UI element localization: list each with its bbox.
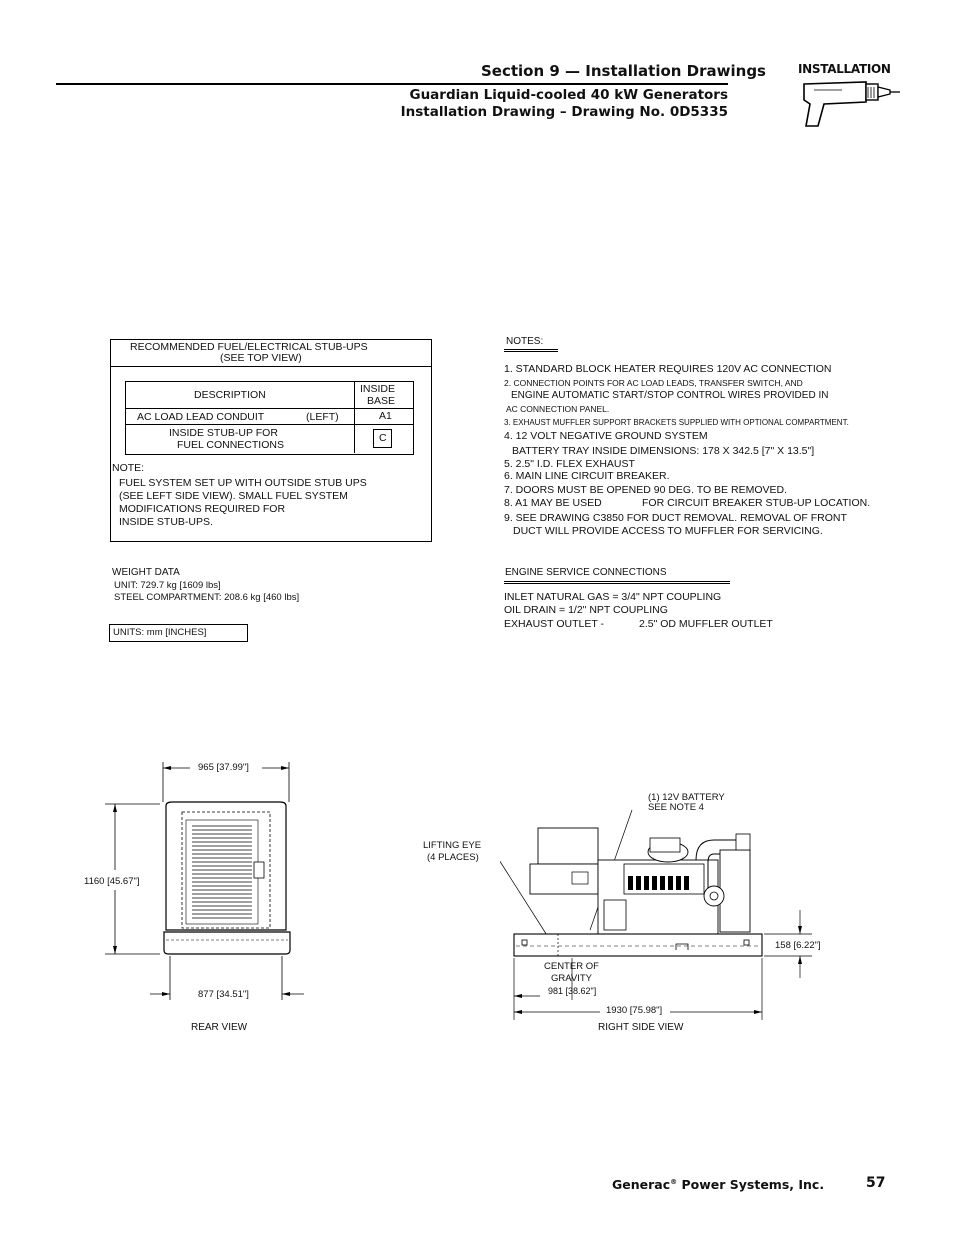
weight-compartment: STEEL COMPARTMENT: 208.6 kg [460 lbs] (114, 592, 300, 603)
stubups-note-label: NOTE: (112, 462, 145, 474)
row2-value: C (379, 432, 387, 444)
stubups-note-line-4: INSIDE STUB-UPS. (119, 516, 213, 528)
installation-badge (796, 60, 906, 130)
note-8b: FOR CIRCUIT BREAKER STUB-UP LOCATION. (642, 497, 871, 509)
stubups-subtitle: (SEE TOP VIEW) (220, 352, 302, 364)
header-rule (56, 83, 728, 85)
installation-badge-label: INSTALLATION (798, 62, 891, 76)
note-1: 1. STANDARD BLOCK HEATER REQUIRES 120V AC CONNECTION (504, 363, 832, 375)
cog-label-1: CENTER OF (544, 961, 599, 972)
note-5: 5. 2.5" I.D. FLEX EXHAUST (504, 458, 635, 470)
stubups-title: RECOMMENDED FUEL/ELECTRICAL STUB-UPS (130, 341, 368, 353)
section-title: Section 9 — Installation Drawings (481, 62, 766, 80)
col-inside-header-2: BASE (367, 395, 396, 407)
note-2b: ENGINE AUTOMATIC START/STOP CONTROL WIRES PROVIDED IN (511, 390, 829, 401)
weight-unit: UNIT: 729.7 kg [1609 lbs] (114, 580, 221, 591)
page-subtitle-line2: Installation Drawing – Drawing No. 0D5335 (400, 104, 728, 120)
engine-title: ENGINE SERVICE CONNECTIONS (505, 567, 667, 578)
engine-gas: INLET NATURAL GAS = 3/4" NPT COUPLING (504, 591, 722, 603)
cog-dim: 981 [38.62"] (548, 986, 597, 996)
note-6: 6. MAIN LINE CIRCUIT BREAKER. (504, 470, 670, 482)
engine-exhaust-a: EXHAUST OUTLET - (504, 618, 604, 630)
page-number: 57 (866, 1175, 886, 1191)
rear-view-label: REAR VIEW (191, 1022, 248, 1033)
right-side-view-label: RIGHT SIDE VIEW (598, 1022, 684, 1033)
stubups-note-line-3: MODIFICATIONS REQUIRED FOR (119, 503, 286, 515)
rear-dim-height: 1160 [45.67"] (84, 876, 140, 887)
lifting-eye-label-2: (4 PLACES) (427, 852, 479, 863)
engine-oil: OIL DRAIN = 1/2" NPT COUPLING (504, 604, 668, 616)
engine-title-rule-2 (504, 583, 730, 584)
footer-company-rest: Power Systems, Inc. (677, 1177, 825, 1192)
stubups-note-line-1: FUEL SYSTEM SET UP WITH OUTSIDE STUB UPS (119, 477, 367, 489)
note-4a: 4. 12 VOLT NEGATIVE GROUND SYSTEM (504, 430, 708, 442)
note-4b: BATTERY TRAY INSIDE DIMENSIONS: 178 X 342.5 [7" X 13.5"] (512, 445, 815, 457)
note-2a: 2. CONNECTION POINTS FOR AC LOAD LEADS, TRANSFER SWITCH, AND (504, 378, 803, 388)
row1-description: AC LOAD LEAD CONDUIT (137, 411, 265, 423)
battery-label-2: SEE NOTE 4 (648, 802, 704, 813)
notes-title: NOTES: (506, 336, 544, 347)
cog-label-2: GRAVITY (551, 973, 592, 984)
note-7: 7. DOORS MUST BE OPENED 90 DEG. TO BE REMOVED. (504, 484, 787, 496)
col-description-header: DESCRIPTION (194, 389, 266, 401)
footer-company (612, 1177, 824, 1192)
engine-exhaust-b: 2.5" OD MUFFLER OUTLET (639, 618, 773, 630)
length-dim: 1930 [75.98"] (606, 1005, 663, 1016)
notes-title-rule-2 (504, 351, 558, 352)
stubups-title-rule (111, 366, 431, 367)
note-9a: 9. SEE DRAWING C3850 FOR DUCT REMOVAL. REMOVAL OF FRONT (504, 512, 847, 524)
stubups-row-divider-1 (126, 408, 413, 409)
stubups-note-line-2: (SEE LEFT SIDE VIEW). SMALL FUEL SYSTEM (119, 490, 348, 502)
note-9b: DUCT WILL PROVIDE ACCESS TO MUFFLER FOR SERVICING. (513, 525, 823, 537)
note-8a: 8. A1 MAY BE USED (504, 497, 602, 509)
notes-title-rule (504, 349, 558, 350)
row2-description-1: INSIDE STUB-UP FOR (169, 427, 278, 439)
lifting-eye-label-1: LIFTING EYE (423, 840, 482, 851)
drill-icon (796, 60, 906, 130)
note-2c: AC CONNECTION PANEL. (506, 404, 610, 414)
row2-description-2: FUEL CONNECTIONS (177, 439, 284, 451)
note-3: 3. EXHAUST MUFFLER SUPPORT BRACKETS SUPPLIED WITH OPTIONAL COMPARTMENT. (504, 418, 849, 427)
stubups-row-divider-2 (126, 424, 413, 425)
stubups-col-divider (354, 382, 355, 453)
footer-company-name: Generac (612, 1177, 671, 1192)
row1-value: A1 (379, 410, 392, 422)
rear-dim-width-top: 965 [37.99"] (198, 762, 249, 773)
registered-mark: ® (670, 1177, 678, 1186)
col-inside-header-1: INSIDE (360, 383, 396, 395)
battery-label-1: (1) 12V BATTERY (648, 792, 725, 803)
engine-title-rule (504, 581, 730, 582)
units-label: UNITS: mm [INCHES] (113, 627, 207, 638)
base-height-dim: 158 [6.22"] (775, 940, 821, 951)
rear-dim-width-bottom: 877 [34.51"] (198, 989, 249, 1000)
page-subtitle-line1: Guardian Liquid-cooled 40 kW Generators (409, 87, 728, 103)
weight-title: WEIGHT DATA (112, 567, 180, 578)
row1-side: (LEFT) (306, 411, 339, 423)
